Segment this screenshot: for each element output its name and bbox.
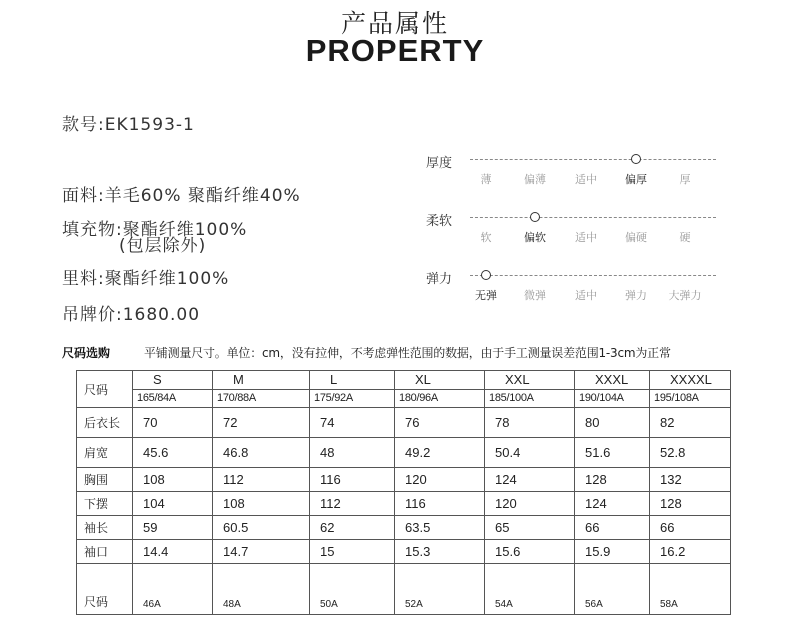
table-row [77,564,731,615]
page-title-cn: 产品属性 [340,9,449,38]
size-code: 190/104A [575,389,649,406]
scale-option: 适中 [575,231,597,244]
table-row [77,438,731,468]
scale-option: 薄 [480,173,492,186]
scale-option: 硬 [679,231,691,244]
table-cell: 46.8 [213,438,310,468]
size-name: M [233,372,244,387]
scale-option: 软 [480,231,492,244]
scale-label: 厚度 [426,156,453,171]
table-cell: 50.4 [485,438,575,468]
scale-option: 微弹 [524,289,546,302]
table-cell: 16.2 [650,540,731,564]
table-cell: 120 [395,468,485,492]
size-name: XL [415,372,431,387]
size-column-m [213,371,310,408]
table-cell: 58A [650,564,731,615]
table-cell: 104 [133,492,213,516]
size-measurement-note: 平铺测量尺寸。单位：cm，没有拉伸，不考虑弹性范围的数据，由于手工测量误差范围1-3cm为正常 [144,346,671,360]
scale-option: 偏硬 [625,231,647,244]
scale-option: 无弹 [475,289,497,302]
table-cell: 56A [575,564,650,615]
size-column-xxl [485,371,575,408]
scale-marker-icon [530,212,540,222]
size-column-xxxxl [650,371,731,408]
scale-marker-icon [631,154,641,164]
size-code: 170/88A [213,389,309,406]
table-cell: 120 [485,492,575,516]
lining-composition: 里料:聚酯纤维100% [62,269,230,289]
table-cell: 15.6 [485,540,575,564]
size-column-l [310,371,395,408]
scale-option: 大弹力 [668,289,702,302]
scale-option: 适中 [575,289,597,302]
table-cell: 112 [310,492,395,516]
table-cell: 60.5 [213,516,310,540]
size-name: XXXL [595,372,629,387]
scale-line [470,275,716,276]
table-cell: 48 [310,438,395,468]
table-row [77,540,731,564]
softness-scale [426,214,716,257]
table-cell: 66 [575,516,650,540]
scale-marker-icon [481,270,491,280]
table-cell: 72 [213,408,310,438]
table-cell: 14.7 [213,540,310,564]
table-cell: 54A [485,564,575,615]
table-cell: 46A [133,564,213,615]
table-cell: 128 [575,468,650,492]
scale-line [470,217,716,218]
row-label: 胸围 [77,468,133,492]
size-name: XXXXL [670,372,712,387]
row-label: 袖长 [77,516,133,540]
table-cell: 74 [310,408,395,438]
table-cell: 66 [650,516,731,540]
size-name: L [330,372,338,387]
scale-line [470,159,716,160]
table-cell: 14.4 [133,540,213,564]
size-header-label: 尺码 [77,371,133,408]
table-row [77,408,731,438]
table-cell: 52A [395,564,485,615]
table-cell: 62 [310,516,395,540]
scale-option: 适中 [575,173,597,186]
scale-option: 偏薄 [524,173,546,186]
table-cell: 108 [213,492,310,516]
scale-label: 弹力 [426,272,453,287]
filling-note: (包层除外) [119,236,207,256]
table-cell: 59 [133,516,213,540]
table-cell: 80 [575,408,650,438]
table-cell: 52.8 [650,438,731,468]
scale-option: 偏软 [524,231,546,244]
table-row [77,516,731,540]
row-label: 袖口 [77,540,133,564]
scale-option: 弹力 [625,289,647,302]
tag-price: 吊牌价:1680.00 [62,305,201,325]
table-cell: 51.6 [575,438,650,468]
table-cell: 50A [310,564,395,615]
table-cell: 15 [310,540,395,564]
size-table [76,370,731,615]
table-cell: 15.3 [395,540,485,564]
scale-option: 厚 [679,173,691,186]
size-name: XXL [505,372,530,387]
table-cell: 82 [650,408,731,438]
table-cell: 65 [485,516,575,540]
size-section-heading: 尺码选购 [62,346,111,360]
table-cell: 132 [650,468,731,492]
thickness-scale [426,156,716,199]
table-cell: 63.5 [395,516,485,540]
table-cell: 124 [485,468,575,492]
size-code: 185/100A [485,389,574,406]
table-row [77,492,731,516]
filling-composition: 填充物:聚酯纤维100% [62,220,248,240]
table-cell: 124 [575,492,650,516]
table-cell: 78 [485,408,575,438]
table-cell: 116 [395,492,485,516]
size-column-s [133,371,213,408]
row-label: 肩宽 [77,438,133,468]
scale-label: 柔软 [426,214,453,229]
fabric-composition: 面料:羊毛60% 聚酯纤维40% [62,186,301,206]
table-cell: 45.6 [133,438,213,468]
row-label: 后衣长 [77,408,133,438]
table-row [77,468,731,492]
style-number: 款号:EK1593-1 [62,115,195,135]
size-code: 180/96A [395,389,484,406]
table-cell: 112 [213,468,310,492]
page-title-en: PROPERTY [305,33,485,68]
table-cell: 15.9 [575,540,650,564]
size-column-xl [395,371,485,408]
table-cell: 128 [650,492,731,516]
row-label: 尺码 [77,564,133,615]
scale-option: 偏厚 [625,173,647,186]
table-cell: 76 [395,408,485,438]
size-name: S [153,372,162,387]
table-cell: 108 [133,468,213,492]
elasticity-scale [426,272,716,315]
size-code: 165/84A [133,389,212,406]
size-header-row [77,371,731,408]
table-cell: 49.2 [395,438,485,468]
row-label: 下摆 [77,492,133,516]
table-cell: 70 [133,408,213,438]
table-cell: 48A [213,564,310,615]
size-code: 175/92A [310,389,394,406]
size-code: 195/108A [650,389,730,406]
size-column-xxxl [575,371,650,408]
table-cell: 116 [310,468,395,492]
